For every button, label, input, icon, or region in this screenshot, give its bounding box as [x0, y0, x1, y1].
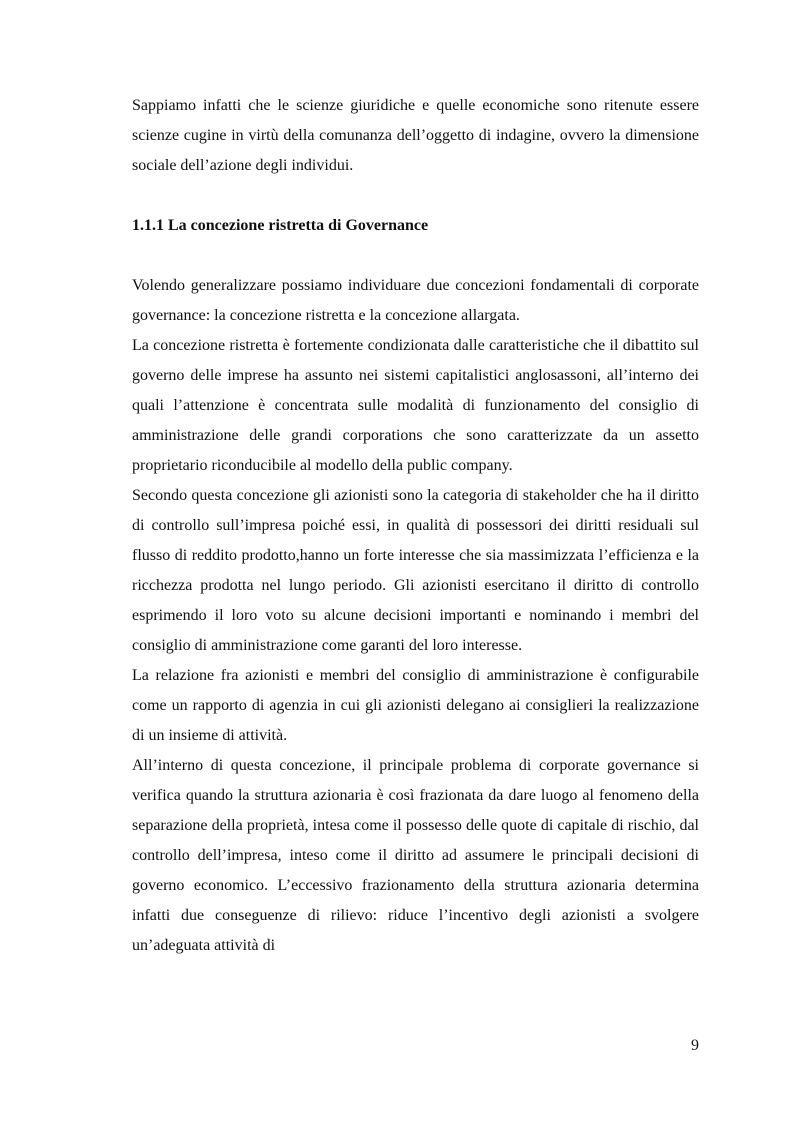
- page-number: 9: [691, 1037, 699, 1054]
- paragraph-2: La concezione ristretta è fortemente condizionata dalle caratteristiche che il dibattito sul governo delle imprese ha assunto nei sistemi capitalistici anglosassoni, all’interno dei quali l’attenzione è concentrata sulle modalità di funzionamento del consiglio di amministrazione delle grandi corporations che sono caratterizzate da un assetto proprietario riconducibile al modello della public company.: [132, 337, 699, 474]
- paragraph-4: La relazione fra azionisti e membri del consiglio di amministrazione è configurabile come un rapporto di agenzia in cui gli azionisti delegano ai consiglieri la realizzazione di un insieme di attività.: [132, 667, 699, 744]
- paragraph-5: All’interno di questa concezione, il principale problema di corporate governance si verifica quando la struttura azionaria è così frazionata da dare luogo al fenomeno della separazione della proprietà, intesa come il possesso delle quote di capitale di rischio, dal controllo dell’impresa, inteso come il diritto ad assumere le principali decisioni di governo economico. L’eccessivo frazionamento della struttura azionaria determina infatti due conseguenze di rilievo: riduce l’incentivo degli azionisti a svolgere un’adeguata attività di: [132, 757, 699, 954]
- paragraph-3: Secondo questa concezione gli azionisti sono la categoria di stakeholder che ha il diritto di controllo sull’impresa poiché essi, in qualità di possessori dei diritti residuali sul flusso di reddito prodotto,hanno un forte interesse che sia massimizzata l’efficienza e la ricchezza prodotta nel lungo periodo. Gli azionisti esercitano il diritto di controllo esprimendo il loro voto su alcune decisioni importanti e nominando i membri del consiglio di amministrazione come garanti del loro interesse.: [132, 487, 699, 654]
- document-page: [132, 91, 699, 961]
- intro-paragraph: Sappiamo infatti che le scienze giuridiche e quelle economiche sono ritenute essere scienze cugine in virtù della comunanza dell’oggetto di indagine, ovvero la dimensione sociale dell’azione degli individui.: [132, 97, 699, 174]
- paragraph-1: Volendo generalizzare possiamo individuare due concezioni fondamentali di corporate governance: la concezione ristretta e la concezione allargata.: [132, 277, 699, 324]
- section-heading: 1.1.1 La concezione ristretta di Governance: [132, 217, 429, 234]
